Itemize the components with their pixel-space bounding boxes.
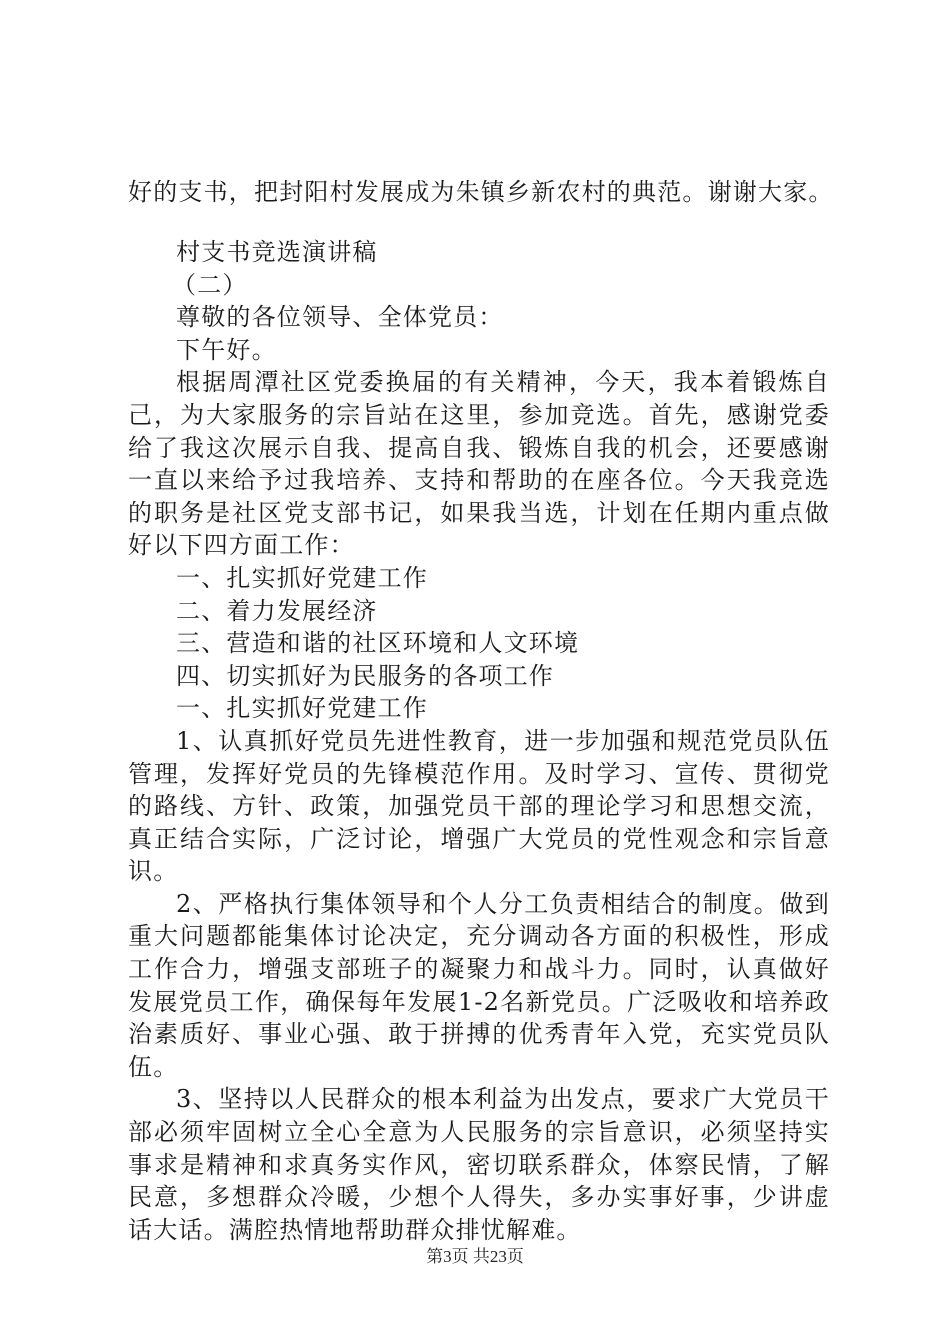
- salutation: 尊敬的各位领导、全体党员：: [176, 303, 504, 332]
- document-title: 村支书竞选演讲稿: [176, 238, 378, 266]
- body-paragraph: 1、认真抓好党员先进性教育，进一步加强和规范党员队伍管理，发挥好党员的先锋模范作用。及时学习、宣传、贯彻党的路线、方针、政策，加强党员干部的理论学习和思想交流，真正结合实际，广泛讨论，增强广大党员的党性观念和宗旨意识。: [128, 726, 830, 886]
- list-item: 四、切实抓好为民服务的各项工作: [176, 661, 554, 690]
- continued-text-line: 好的支书，把封阳村发展成为朱镇乡新农村的典范。谢谢大家。: [128, 178, 834, 206]
- list-item: 三、营造和谐的社区环境和人文环境: [176, 629, 580, 658]
- body-paragraph: 3、坚持以人民群众的根本利益为出发点，要求广大党员干部必须牢固树立全心全意为人民服务的宗旨意识，必须坚持实事求是精神和求真务实作风，密切联系群众，体察民情，了解民意，多想群众冷暖，少想个人得失，多办实事好事，少讲虚话大话。满腔热情地帮助群众排忧解难。: [128, 1085, 830, 1244]
- document-body: [128, 236, 830, 1246]
- body-paragraph: 根据周潭社区党委换届的有关精神，今天，我本着锻炼自己，为大家服务的宗旨站在这里，参加竞选。首先，感谢党委给了我这次展示自我、提高自我、锻炼自我的机会，还要感谢一直以来给予过我培养、支持和帮助的在座各位。今天我竞选的职务是社区党支部书记，如果我当选，计划在任期内重点做好以下四方面工作：: [128, 368, 830, 560]
- page-number-footer: 第3页 共23页: [426, 1247, 524, 1266]
- body-paragraph: 2、严格执行集体领导和个人分工负责相结合的制度。做到重大问题都能集体讨论决定，充分调动各方面的积极性，形成工作合力，增强支部班子的凝聚力和战斗力。同时，认真做好发展党员工作，确保每年发展1-2名新党员。广泛吸收和培养政治素质好、事业心强、敢于拼搏的优秀青年入党，充实党员队伍。: [128, 889, 830, 1081]
- greeting: 下午好。: [176, 335, 277, 364]
- list-item: 二、着力发展经济: [176, 596, 378, 625]
- list-item: 一、扎实抓好党建工作: [176, 563, 428, 592]
- document-subtitle: （二）: [172, 270, 248, 299]
- section-heading: 一、扎实抓好党建工作: [176, 694, 428, 723]
